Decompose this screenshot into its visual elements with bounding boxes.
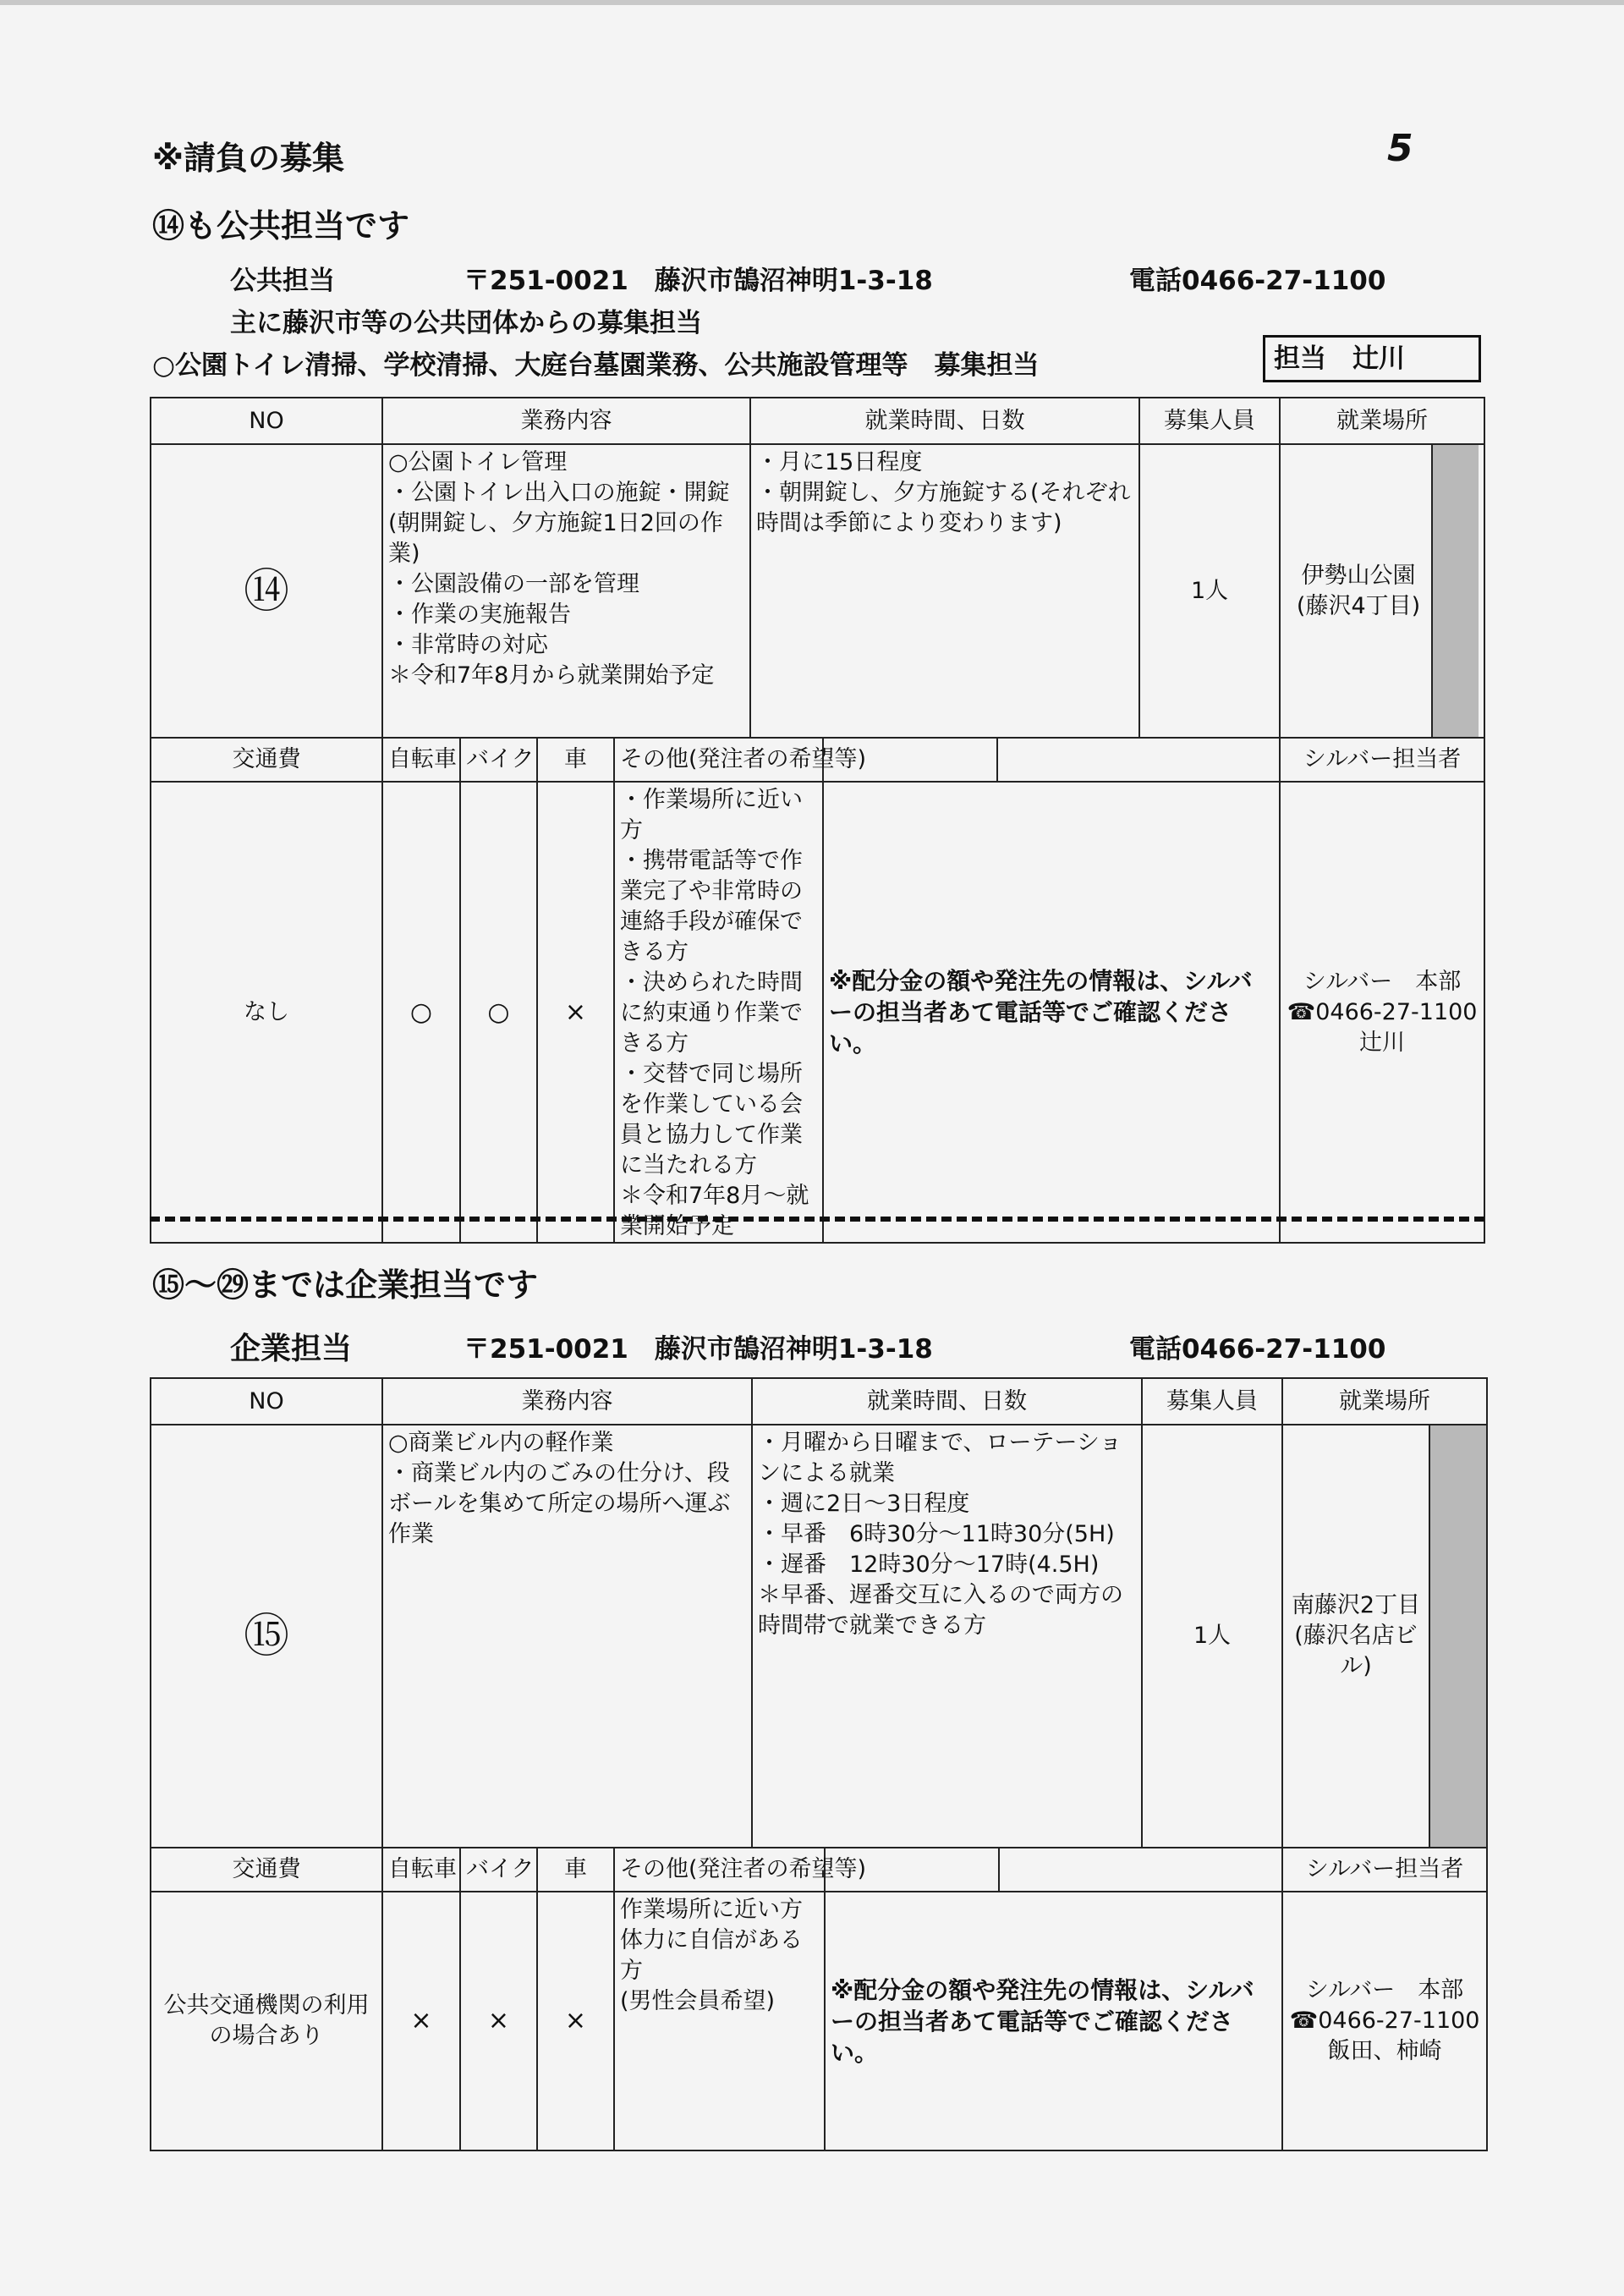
header-content: 業務内容: [382, 398, 750, 444]
section-divider: [150, 1217, 1484, 1222]
enterprise-section-title: ⑮～㉙までは企業担当です: [152, 1266, 539, 1304]
job-note: ※配分金の額や発注先の情報は、シルバーの担当者あて電話等でご確認ください。: [823, 782, 1280, 1243]
header-place: 就業場所: [1280, 398, 1484, 444]
job-car: ×: [537, 782, 614, 1243]
header-contact: シルバー担当者: [1280, 738, 1484, 782]
header-staff: 募集人員: [1139, 398, 1280, 444]
job-contact: [1282, 1892, 1487, 2150]
header-transport: 交通費: [151, 1848, 382, 1892]
job-place-text: 伊勢山公園(藤沢4丁目): [1296, 562, 1421, 619]
header-hours: 就業時間、日数: [752, 1378, 1142, 1425]
job-place-text: 南藤沢2丁目(藤沢名店ビル): [1291, 1592, 1421, 1679]
job-table-15: [150, 1377, 1488, 2151]
public-phone: 電話0466-27-1100: [1129, 266, 1386, 296]
enterprise-address: 〒251-0021 藤沢市鵠沼神明1-3-18: [464, 1334, 933, 1365]
page-title: ※請負の募集: [152, 140, 344, 177]
job-bike: ○: [460, 782, 537, 1243]
public-office-name: 公共担当: [230, 266, 335, 296]
job-staff: 1人: [1139, 444, 1280, 738]
shaded-cell: [1431, 445, 1479, 737]
enterprise-office-name: 企業担当: [230, 1332, 353, 1366]
header-hours: 就業時間、日数: [750, 398, 1139, 444]
job-staff: 1人: [1142, 1425, 1282, 1848]
document-page: [0, 5, 1624, 2296]
header-bicycle: 自転車: [382, 1848, 460, 1892]
contact-phone: ☎0466-27-1100: [1287, 998, 1478, 1025]
job-number: ⑮: [151, 1425, 382, 1848]
header-blank-2: [997, 738, 1280, 782]
job-transport: 公共交通機関の利用の場合あり: [151, 1892, 382, 2150]
contact-office: シルバー 本部: [1305, 1977, 1464, 2003]
public-scope: ○公園トイレ清掃、学校清掃、大庭台墓園業務、公共施設管理等 募集担当: [152, 350, 1040, 381]
public-description: 主に藤沢市等の公共団体からの募集担当: [230, 308, 702, 338]
contact-office: シルバー 本部: [1303, 968, 1462, 995]
job-number: ⑭: [151, 444, 382, 738]
job-other: ・作業場所に近い方 ・携帯電話等で作業完了や非常時の連絡手段が確保できる方 ・決められた時間に約束通り作業できる方 ・交替で同じ場所を作業している会員と協力して作業に当たれる方 ＊令和7年8月～就業開始予定: [614, 782, 823, 1243]
header-no: NO: [151, 1378, 382, 1425]
contact-person: 辻川: [1359, 1029, 1406, 1056]
job-content: ○商業ビル内の軽作業 ・商業ビル内のごみの仕分け、段ボールを集めて所定の場所へ運ぶ作業: [382, 1425, 752, 1848]
job-hours: ・月に15日程度 ・朝開錠し、夕方施錠する(それぞれ時間は季節により変わります): [750, 444, 1139, 738]
public-address: 〒251-0021 藤沢市鵠沼神明1-3-18: [464, 266, 933, 296]
job-contact: [1280, 782, 1484, 1243]
page-number: 5: [1387, 127, 1413, 170]
header-bike: バイク: [460, 738, 537, 782]
header-transport: 交通費: [151, 738, 382, 782]
job-hours: ・月曜から日曜まで、ローテーションによる就業 ・週に2日～3日程度 ・早番 6時30分～11時30分(5H) ・遅番 12時30分～17時(4.5H) ＊早番、遅番交互に入るので両方の時間帯で就業できる方: [752, 1425, 1142, 1848]
header-car: 車: [537, 738, 614, 782]
header-bike: バイク: [460, 1848, 537, 1892]
public-section-title: ⑭も公共担当です: [152, 207, 410, 244]
header-blank-2: [999, 1848, 1282, 1892]
header-contact: シルバー担当者: [1282, 1848, 1487, 1892]
contact-phone: ☎0466-27-1100: [1289, 2008, 1480, 2034]
header-bicycle: 自転車: [382, 738, 460, 782]
enterprise-phone: 電話0466-27-1100: [1129, 1334, 1386, 1365]
job-other: 作業場所に近い方 体力に自信がある方 (男性会員希望): [614, 1892, 825, 2150]
header-staff: 募集人員: [1142, 1378, 1282, 1425]
header-other: その他(発注者の希望等): [614, 1848, 825, 1892]
job-bicycle: ×: [382, 1892, 460, 2150]
job-car: ×: [537, 1892, 614, 2150]
header-car: 車: [537, 1848, 614, 1892]
job-transport: なし: [151, 782, 382, 1243]
charge-box: 担当 辻川: [1263, 335, 1481, 382]
header-place: 就業場所: [1282, 1378, 1487, 1425]
job-place: [1280, 444, 1484, 738]
job-bike: ×: [460, 1892, 537, 2150]
header-other: その他(発注者の希望等): [614, 738, 823, 782]
job-note: ※配分金の額や発注先の情報は、シルバーの担当者あて電話等でご確認ください。: [825, 1892, 1282, 2150]
job-bicycle: ○: [382, 782, 460, 1243]
job-table-14: [150, 397, 1485, 1244]
shaded-cell: [1429, 1425, 1486, 1847]
job-content: ○公園トイレ管理 ・公園トイレ出入口の施錠・開錠(朝開錠し、夕方施錠1日2回の作業) ・公園設備の一部を管理 ・作業の実施報告 ・非常時の対応 ＊令和7年8月から就業開始予定: [382, 444, 750, 738]
header-no: NO: [151, 398, 382, 444]
job-place: [1282, 1425, 1487, 1848]
contact-person: 飯田、柿崎: [1327, 2038, 1442, 2064]
header-content: 業務内容: [382, 1378, 752, 1425]
